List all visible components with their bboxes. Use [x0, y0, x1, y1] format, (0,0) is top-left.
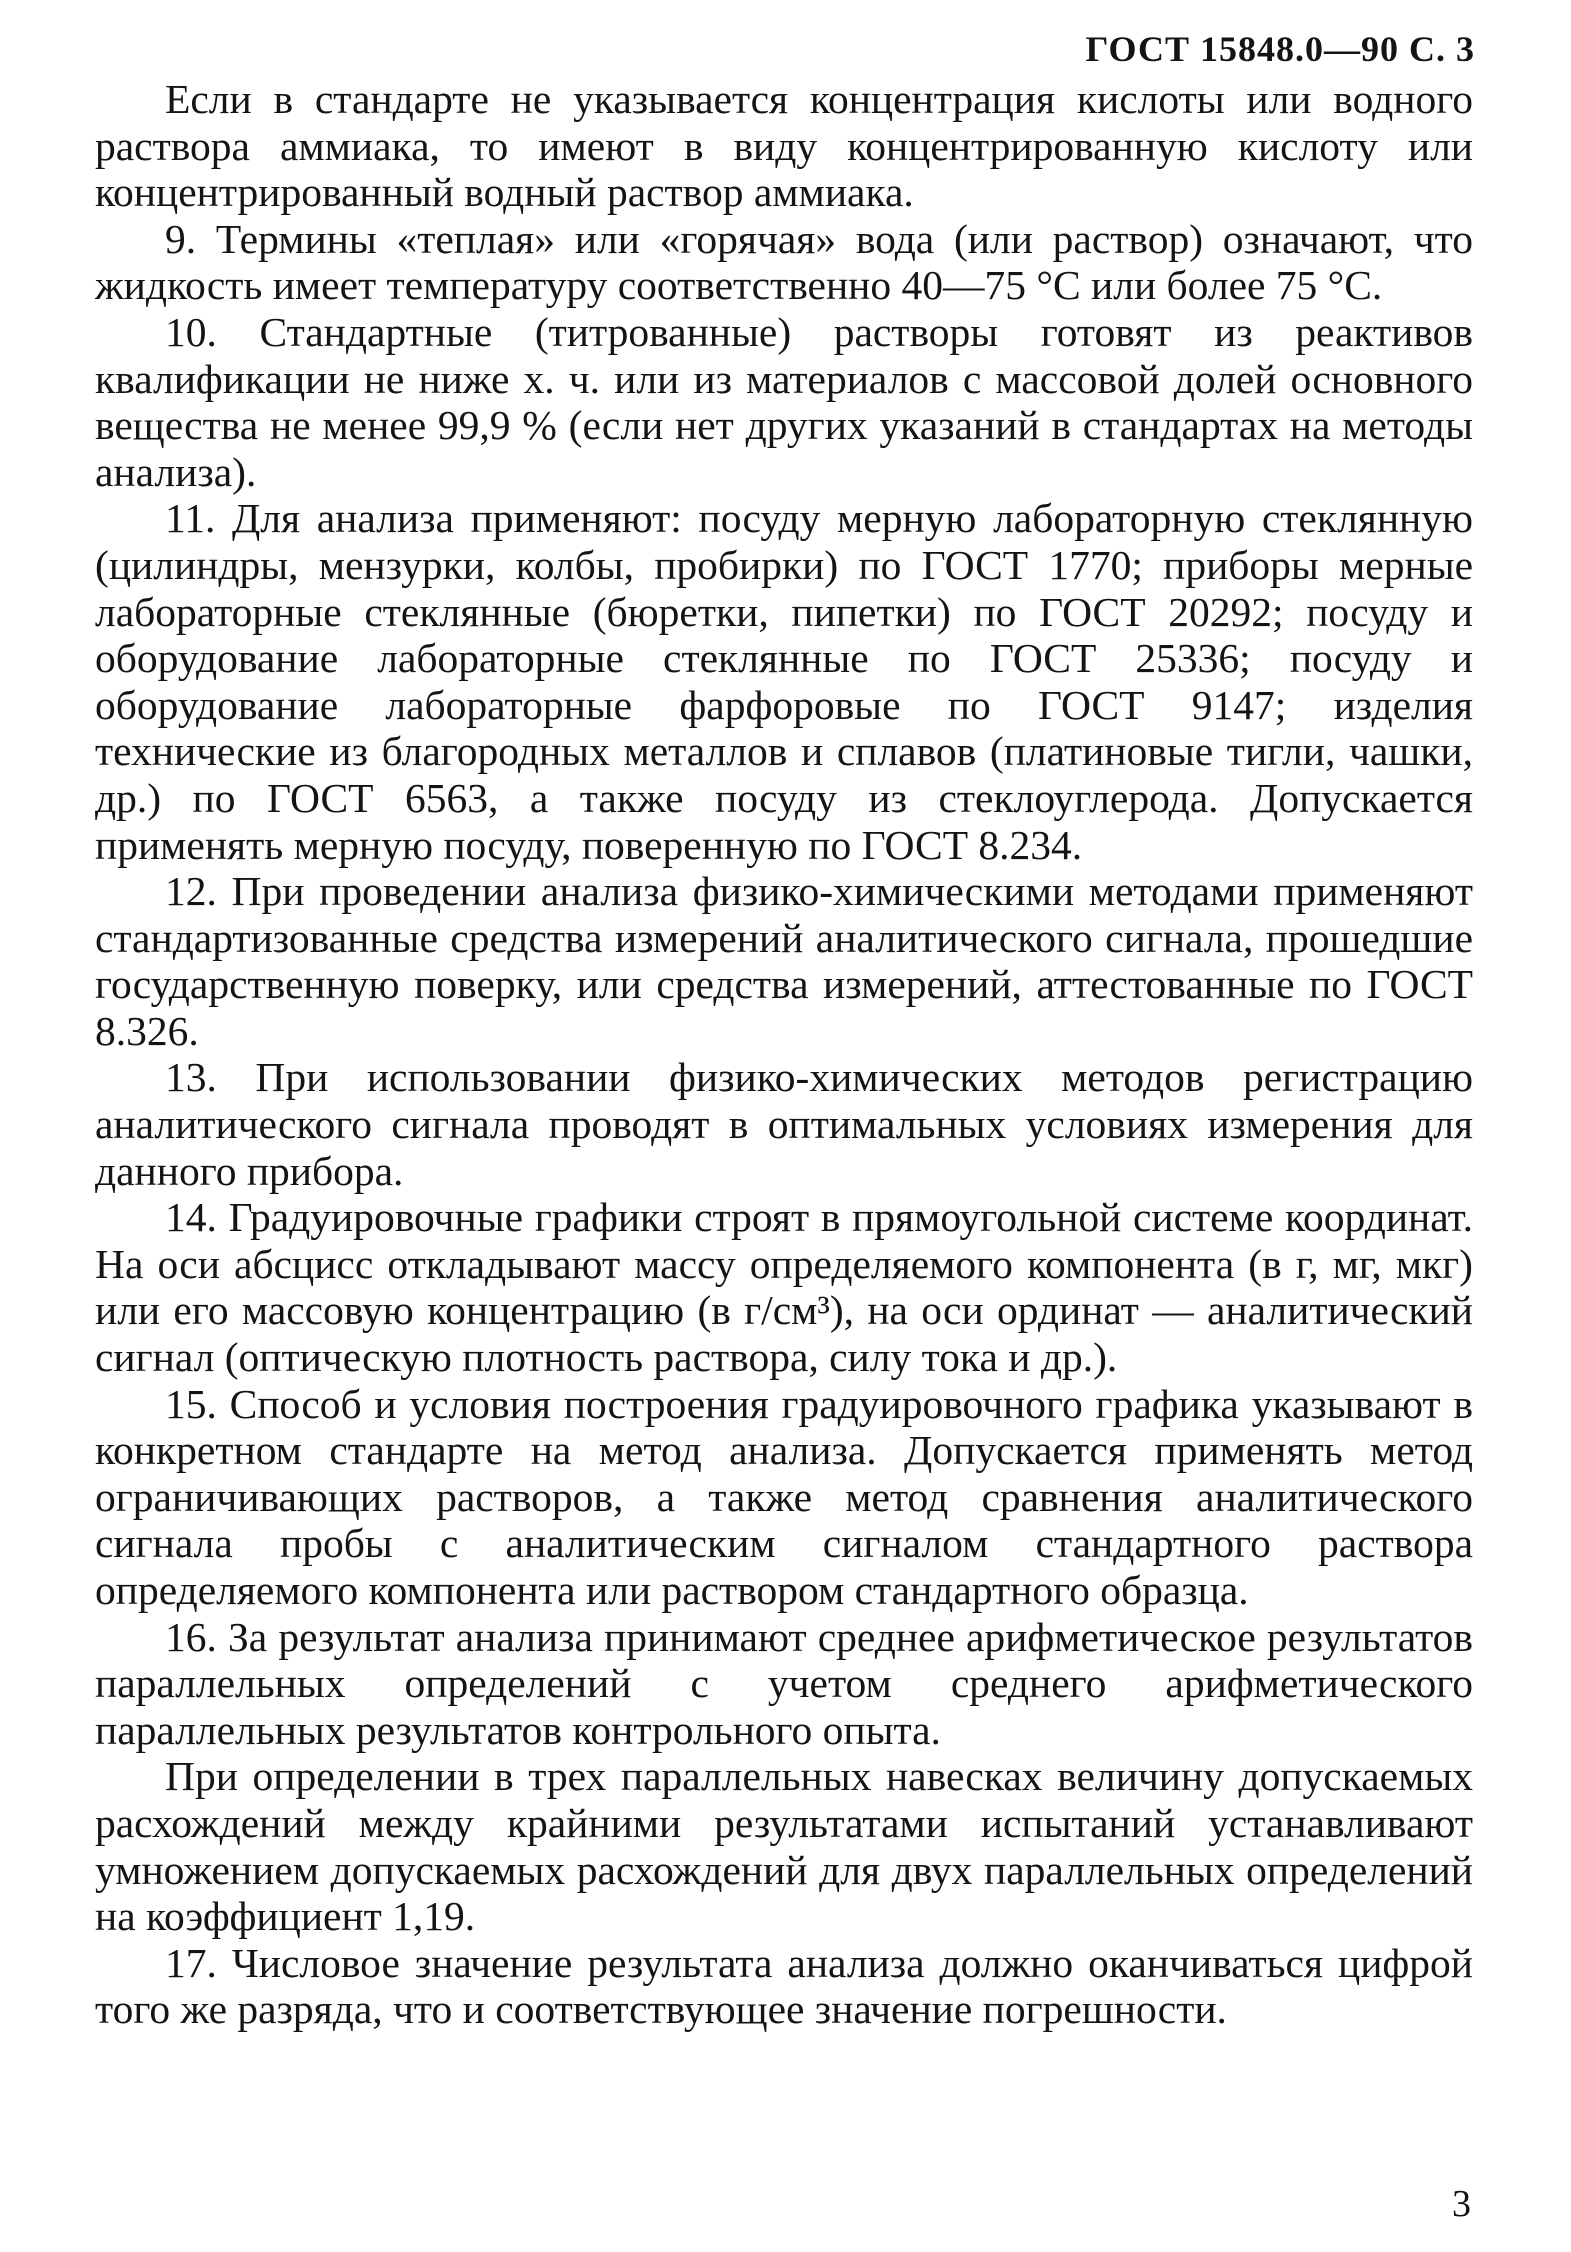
paragraph-10: 10. Стандартные (титрованные) растворы готовят из реактивов квалификации не ниже х. ч. или из материалов с массовой долей основного вещества не менее 99,9 % (если нет других указаний в стандартах на методы анализа).: [95, 308, 1473, 495]
paragraph-17: 17. Числовое значение результата анализа должно оканчиваться цифрой того же разряда, что и соответствующее значение погрешности.: [95, 1939, 1473, 2033]
paragraph-intro: Если в стандарте не указывается концентрация кислоты или водного раствора аммиака, то имеют в виду концентрированную кислоту или концентрированный водный раствор аммиака.: [95, 76, 1473, 216]
paragraph-11: 11. Для анализа применяют: посуду мерную лабораторную стеклянную (цилиндры, мензурки, колбы, пробирки) по ГОСТ 1770; приборы мерные лабораторные стеклянные (бюретки, пипетки) по ГОСТ 20292; посуду и оборудование лабораторные стеклянные по ГОСТ 25336; посуду и оборудование лабораторные фарфоровые по ГОСТ 9147; изделия технические из благородных металлов и сплавов (платиновые тигли, чашки, др.) по ГОСТ 6563, а также посуду из стеклоуглерода. Допускается применять мерную посуду, поверенную по ГОСТ 8.234.: [95, 495, 1473, 868]
paragraph-16: 16. За результат анализа принимают среднее арифметическое результатов параллельных определений с учетом среднего арифметического параллельных результатов контрольного опыта.: [95, 1613, 1473, 1753]
page-header: ГОСТ 15848.0—90 С. 3: [1085, 29, 1475, 69]
paragraph-13: 13. При использовании физико-химических методов регистрацию аналитического сигнала проводят в оптимальных условиях измерения для данного прибора.: [95, 1054, 1473, 1194]
paragraph-9: 9. Термины «теплая» или «горячая» вода (или раствор) означают, что жидкость имеет температуру соответственно 40—75 °С или более 75 °С.: [95, 215, 1473, 309]
paragraph-14: 14. Градуировочные графики строят в прямоугольной системе координат. На оси абсцисс откладывают массу определяемого компонента (в г, мг, мкг) или его массовую концентрацию (в г/см³), на оси ординат — аналитический сигнал (оптическую плотность раствора, силу тока и др.).: [95, 1194, 1473, 1381]
page-number: 3: [1452, 2183, 1471, 2225]
paragraph-12: 12. При проведении анализа физико-химическими методами применяют стандартизованные средства измерений аналитического сигнала, прошедшие государственную поверку, или средства измерений, аттестованные по ГОСТ 8.326.: [95, 868, 1473, 1054]
body-text: [95, 76, 1473, 2033]
paragraph-16-note: При определении в трех параллельных навесках величину допускаемых расхождений между крайними результатами испытаний устанавливают умножением допускаемых расхождений для двух параллельных определений на коэффициент 1,19.: [95, 1753, 1473, 1940]
paragraph-15: 15. Способ и условия построения градуировочного графика указывают в конкретном стандарте на метод анализа. Допускается применять метод ограничивающих растворов, а также метод сравнения аналитического сигнала пробы с аналитическим сигналом стандартного раствора определяемого компонента или раствором стандартного образца.: [95, 1380, 1473, 1613]
